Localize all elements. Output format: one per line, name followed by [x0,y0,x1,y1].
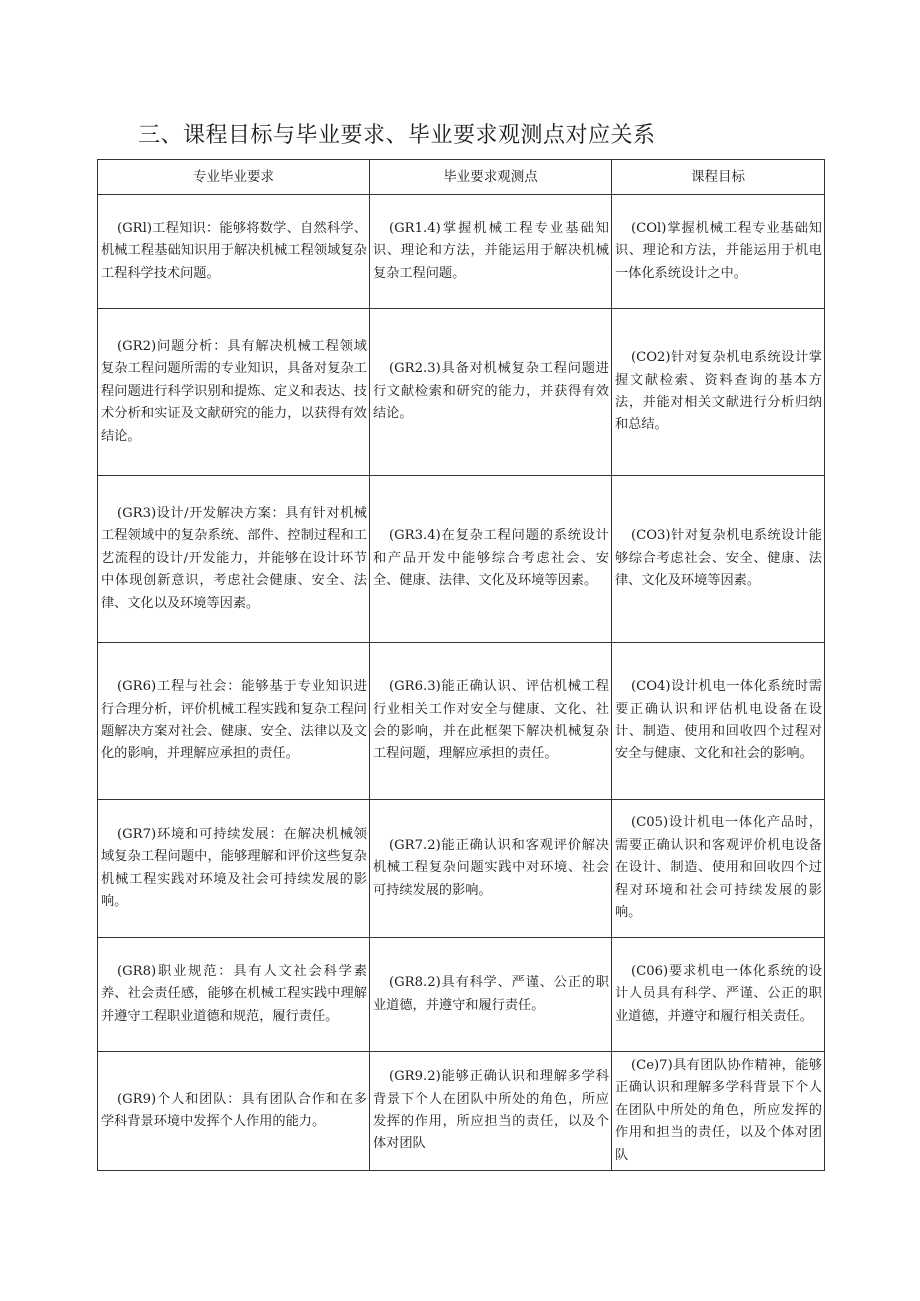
cell-indicator: (GR1.4)掌握机械工程专业基础知识、理论和方法，并能运用于解决机械复杂工程问题。 [370,195,612,309]
table-row [98,309,825,476]
cell-objective: (CO3)针对复杂机电系统设计能够综合考虑社会、安全、健康、法律、文化及环境等因素。 [612,476,825,643]
cell-indicator: (GR6.3)能正确认识、评估机械工程行业相关工作对安全与健康、文化、社会的影响，并在此框架下解决机械复杂工程问题，理解应承担的责任。 [370,643,612,800]
table-row [98,476,825,643]
table-row [98,643,825,800]
table-row [98,195,825,309]
mapping-table [97,159,825,1171]
header-requirement: 专业毕业要求 [98,160,370,195]
cell-indicator: (GR9.2)能够正确认识和理解多学科背景下个人在团队中所处的角色，所应发挥的作用，所应担当的责任，以及个体对团队 [370,1052,612,1171]
cell-indicator: (GR3.4)在复杂工程问题的系统设计和产品开发中能够综合考虑社会、安全、健康、法律、文化及环境等因素。 [370,476,612,643]
header-indicator: 毕业要求观测点 [370,160,612,195]
cell-objective: (COl)掌握机械工程专业基础知识、理论和方法，并能运用于机电一体化系统设计之中。 [612,195,825,309]
cell-requirement: (GRl)工程知识：能够将数学、自然科学、机械工程基础知识用于解决机械工程领域复杂工程科学技术问题。 [98,195,370,309]
table-row [98,1052,825,1171]
cell-requirement: (GR6)工程与社会：能够基于专业知识进行合理分析，评价机械工程实践和复杂工程问题解决方案对社会、健康、安全、法律以及文化的影响，并理解应承担的责任。 [98,643,370,800]
cell-objective: (C05)设计机电一体化产品时，需要正确认识和客观评价机电设备在设计、制造、使用和回收四个过程对环境和社会可持续发展的影响。 [612,800,825,938]
cell-requirement: (GR8)职业规范：具有人文社会科学素养、社会责任感，能够在机械工程实践中理解并遵守工程职业道德和规范，履行责任。 [98,938,370,1052]
cell-objective: (C06)要求机电一体化系统的设计人员具有科学、严谨、公正的职业道德，并遵守和履行相关责任。 [612,938,825,1052]
cell-objective: (Ce)7)具有团队协作精神，能够正确认识和理解多学科背景下个人在团队中所处的角色，所应发挥的作用和担当的责任，以及个体对团队 [612,1052,825,1171]
cell-objective: (CO2)针对复杂机电系统设计掌握文献检索、资料查询的基本方法，并能对相关文献进行分析归纳和总结。 [612,309,825,476]
cell-requirement: (GR7)环境和可持续发展：在解决机械领域复杂工程问题中，能够理解和评价这些复杂机械工程实践对环境及社会可持续发展的影响。 [98,800,370,938]
table-header-row [98,160,825,195]
cell-indicator: (GR8.2)具有科学、严谨、公正的职业道德，并遵守和履行责任。 [370,938,612,1052]
section-heading: 三、课程目标与毕业要求、毕业要求观测点对应关系 [138,123,656,148]
cell-indicator: (GR2.3)具备对机械复杂工程问题进行文献检索和研究的能力，并获得有效结论。 [370,309,612,476]
cell-objective: (CO4)设计机电一体化系统时需要正确认识和评估机电设备在设计、制造、使用和回收四个过程对安全与健康、文化和社会的影响。 [612,643,825,800]
cell-requirement: (GR9)个人和团队：具有团队合作和在多学科背景环境中发挥个人作用的能力。 [98,1052,370,1171]
cell-requirement: (GR3)设计/开发解决方案：具有针对机械工程领域中的复杂系统、部件、控制过程和工艺流程的设计/开发能力，并能够在设计环节中体现创新意识，考虑社会健康、安全、法律、文化以及环境等因素。 [98,476,370,643]
table-row [98,938,825,1052]
cell-indicator: (GR7.2)能正确认识和客观评价解决机械工程复杂问题实践中对环境、社会可持续发展的影响。 [370,800,612,938]
header-objective: 课程目标 [612,160,825,195]
table-row [98,800,825,938]
cell-requirement: (GR2)问题分析：具有解决机械工程领域复杂工程问题所需的专业知识，具备对复杂工程问题进行科学识别和提炼、定义和表达、技术分析和实证及文献研究的能力，以获得有效结论。 [98,309,370,476]
